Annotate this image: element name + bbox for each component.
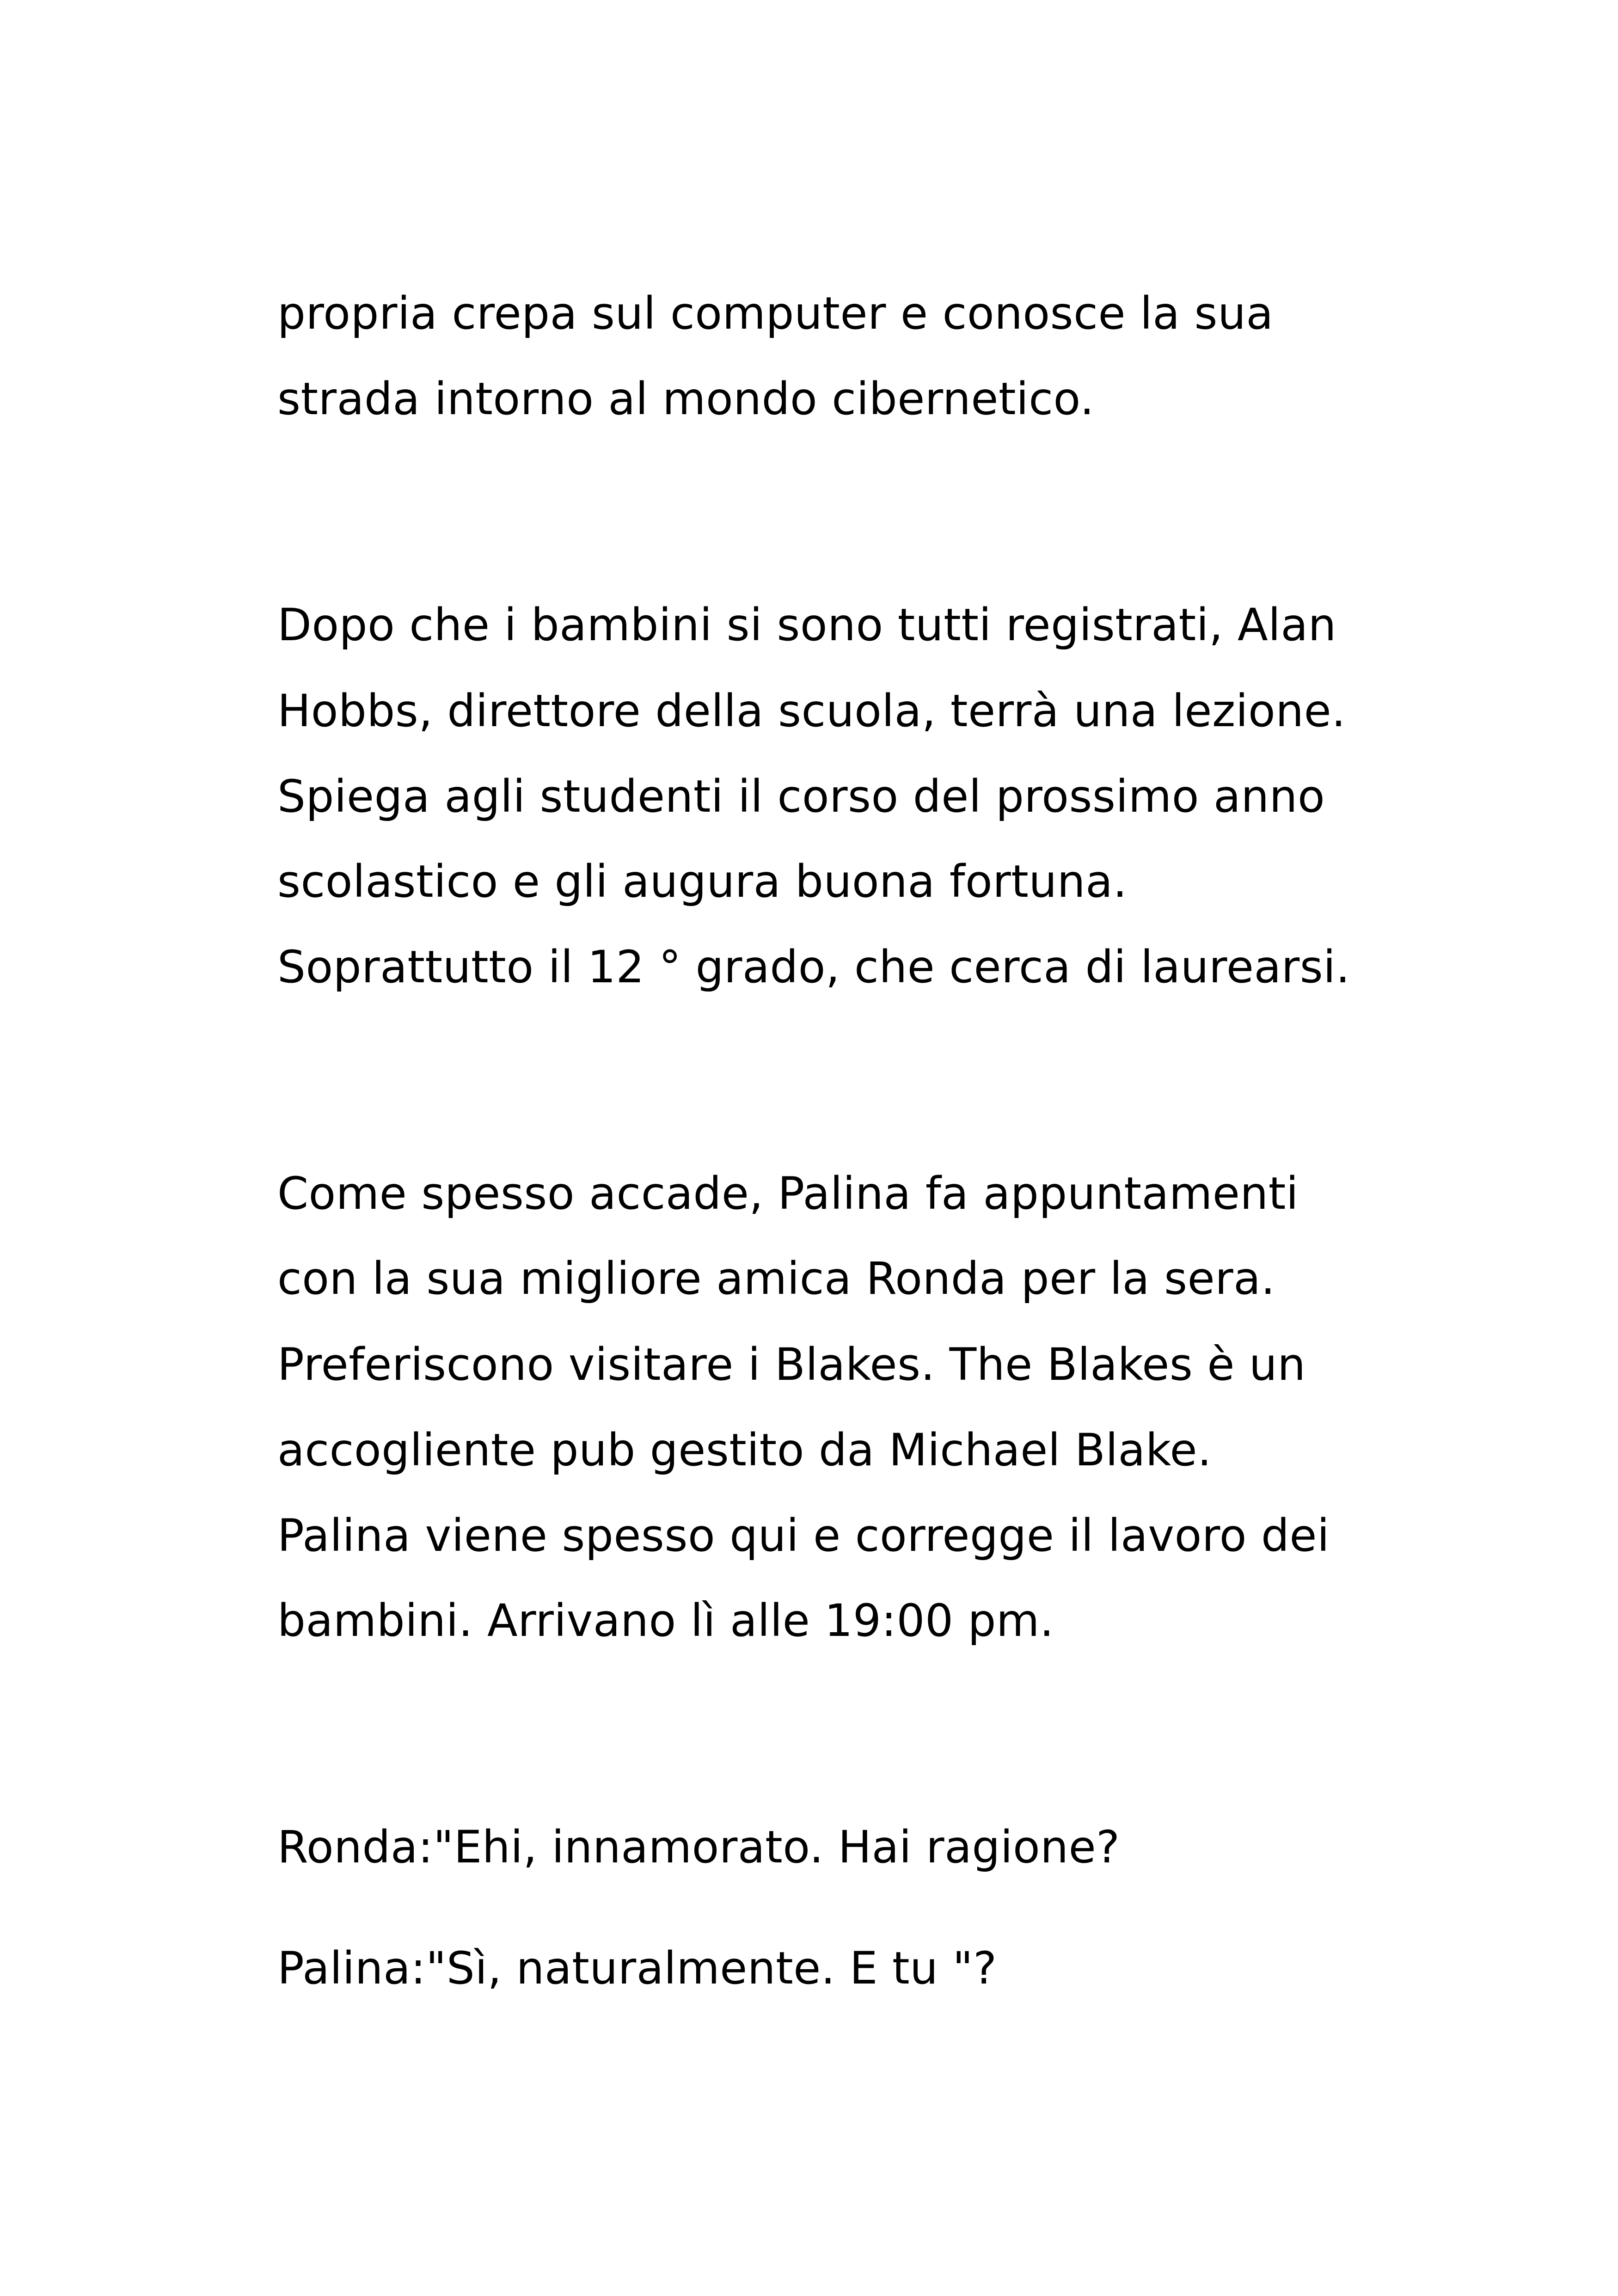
dialogue-line-palina: Palina:"Sì, naturalmente. E tu "? xyxy=(277,1942,997,1994)
paragraph-2-line-2: Hobbs, direttore della scuola, terrà una lezione. xyxy=(277,685,1346,737)
paragraph-1-line-2: strada intorno al mondo cibernetico. xyxy=(277,373,1095,425)
dialogue-line-ronda: Ronda:"Ehi, innamorato. Hai ragione? xyxy=(277,1821,1120,1873)
paragraph-3-line-3: Preferiscono visitare i Blakes. The Blakes è un xyxy=(277,1339,1306,1390)
paragraph-2-line-5: Soprattutto il 12 ° grado, che cerca di laurearsi. xyxy=(277,941,1350,993)
paragraph-3-line-2: con la sua migliore amica Ronda per la sera. xyxy=(277,1253,1275,1304)
paragraph-3-line-1: Come spesso accade, Palina fa appuntamenti xyxy=(277,1168,1299,1219)
paragraph-3-line-5: Palina viene spesso qui e corregge il lavoro dei xyxy=(277,1510,1330,1561)
paragraph-2-line-4: scolastico e gli augura buona fortuna. xyxy=(277,856,1128,907)
paragraph-1-line-1: propria crepa sul computer e conosce la sua xyxy=(277,288,1274,339)
paragraph-3-line-6: bambini. Arrivano lì alle 19:00 pm. xyxy=(277,1595,1054,1647)
paragraph-3-line-4: accogliente pub gestito da Michael Blake. xyxy=(277,1424,1212,1476)
paragraph-2-line-1: Dopo che i bambini si sono tutti registrati, Alan xyxy=(277,599,1336,651)
paragraph-2-line-3: Spiega agli studenti il corso del prossimo anno xyxy=(277,771,1325,822)
